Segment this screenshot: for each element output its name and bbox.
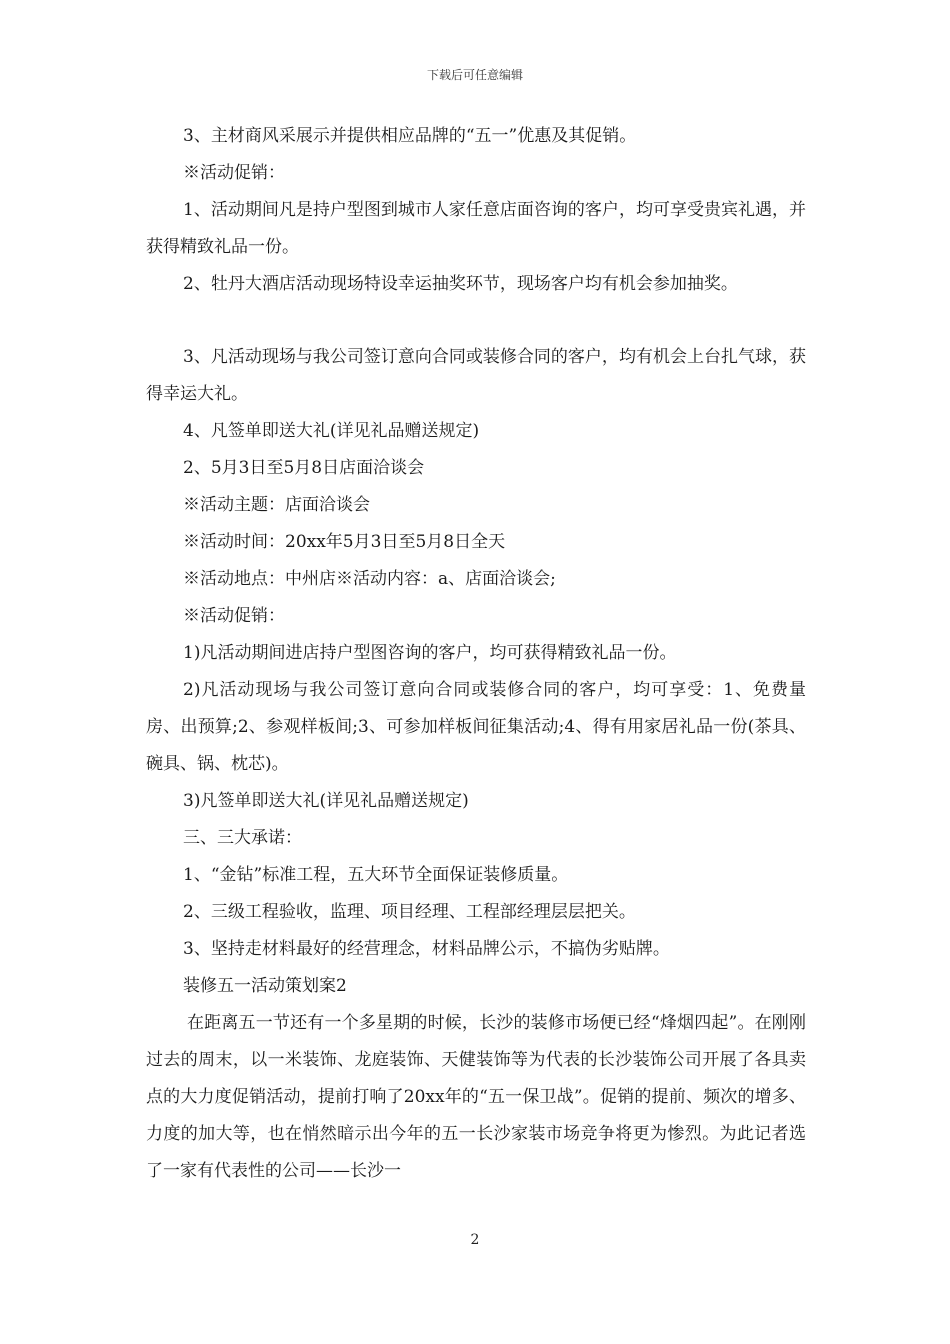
section-heading: 三、三大承诺： [183,828,302,848]
paragraph: 1、“金钻”标准工程，五大环节全面保证装修质量。 [183,865,569,885]
paragraph: ※活动地点：中州店※活动内容：a、店面洽谈会; [183,569,556,589]
document-body [146,118,806,1190]
paragraph: 1、活动期间凡是持户型图到城市人家任意店面咨询的客户，均可享受贵宾礼遇，并获得精致礼品一份。 [146,200,806,257]
paragraph: 3、坚持走材料最好的经营理念，材料品牌公示，不搞伪劣贴牌。 [183,939,670,959]
paragraph: 4、凡签单即送大礼(详见礼品赠送规定) [183,421,480,441]
paragraph: 2)凡活动现场与我公司签订意向合同或装修合同的客户，均可享受：1、免费量房、出预算;2、参观样板间;3、可参加样板间征集活动;4、得有用家居礼品一份(茶具、碗具、锅、枕芯)。 [146,680,806,774]
paragraph: 3、主材商风采展示并提供相应品牌的“五一”优惠及其促销。 [183,126,637,146]
paragraph-gap [146,303,806,339]
paragraph: 2、5月3日至5月8日店面洽谈会 [183,458,425,478]
header-note: 下载后可任意编辑 [426,68,523,82]
document-subtitle: 装修五一活动策划案2 [183,976,347,996]
paragraph: ※活动促销： [183,606,285,626]
paragraph: 2、三级工程验收，监理、项目经理、工程部经理层层把关。 [183,902,636,922]
paragraph: ※活动促销： [183,163,285,183]
paragraph: 1)凡活动期间进店持户型图咨询的客户，均可获得精致礼品一份。 [183,643,677,663]
paragraph: 3)凡签单即送大礼(详见礼品赠送规定) [183,791,469,811]
paragraph: 2、牡丹大酒店活动现场特设幸运抽奖环节，现场客户均有机会参加抽奖。 [183,274,738,294]
paragraph: 在距离五一节还有一个多星期的时候，长沙的装修市场便已经“烽烟四起”。在刚刚过去的周末，以一米装饰、龙庭装饰、天健装饰等为代表的长沙装饰公司开展了各具卖点的大力度促销活动，提前打响了20xx年的“五一保卫战”。促销的提前、频次的增多、力度的加大等，也在悄然暗示出今年的五一长沙家装市场竞争将更为惨烈。为此记者选了一家有代表性的公司——长沙一 [146,1013,806,1181]
paragraph: ※活动时间：20xx年5月3日至5月8日全天 [183,532,506,552]
page-number: 2 [470,1232,480,1248]
paragraph: ※活动主题：店面洽谈会 [183,495,370,515]
paragraph: 3、凡活动现场与我公司签订意向合同或装修合同的客户，均有机会上台扎气球，获得幸运大礼。 [146,347,806,404]
